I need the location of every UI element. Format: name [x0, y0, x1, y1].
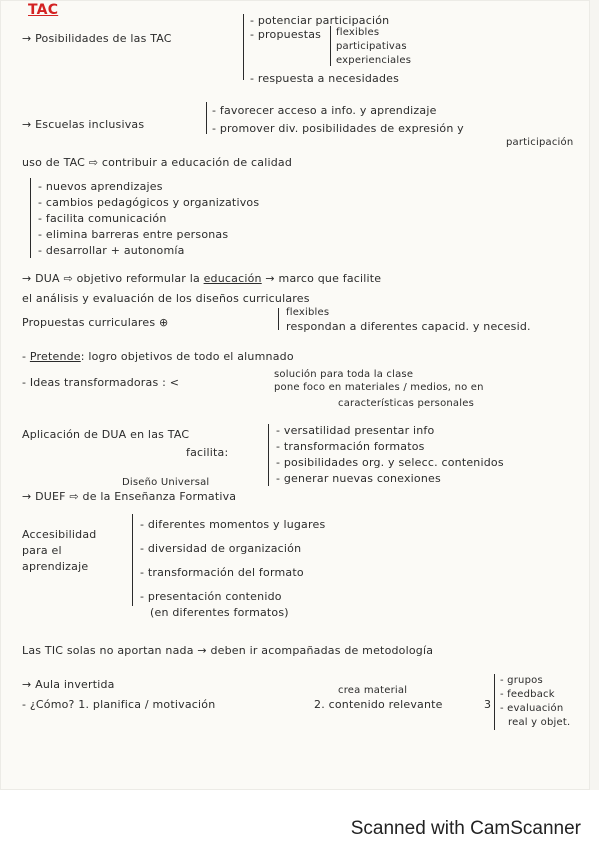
tac-use-heading: uso de TAC ⇨ contribuir a educación de calidad: [22, 156, 293, 169]
brace: [494, 674, 495, 730]
flipped-classroom-heading: → Aula invertida: [22, 678, 115, 691]
curricular-proposal-item: flexibles: [286, 307, 330, 318]
transformative-idea-cont: características personales: [338, 398, 474, 409]
accessibility-item: - diferentes momentos y lugares: [140, 518, 326, 531]
flipped-classroom-how: - ¿Cómo? 1. planifica / motivación: [22, 698, 216, 711]
flipped-step-note: crea material: [338, 685, 408, 696]
brace: [330, 26, 331, 66]
possibilities-item: - potenciar participación: [250, 14, 390, 27]
tac-use-item: - desarrollar + autonomía: [38, 244, 185, 257]
tac-use-item: - nuevos aprendizajes: [38, 180, 163, 193]
duef-line: → DUEF ⇨ de la Enseñanza Formativa: [22, 490, 237, 503]
dua-aim: - Pretende: logro objetivos de todo el alumnado: [22, 350, 294, 363]
possibilities-item: - propuestas: [250, 28, 322, 41]
dua-line: → DUA ⇨ objetivo reformular la educación → marco que facilite: [22, 272, 382, 285]
transformative-idea: pone foco en materiales / medios, no en: [274, 382, 484, 393]
page-title: TAC: [28, 2, 59, 18]
tic-methodology-line: Las TIC solas no aportan nada → deben ir acompañadas de metodología: [22, 644, 434, 657]
curricular-proposals: Propuestas curriculares ⊕: [22, 316, 169, 329]
accessibility-item: - presentación contenido: [140, 590, 282, 603]
possibilities-heading: → Posibilidades de las TAC: [22, 32, 172, 45]
brace: [278, 308, 279, 330]
accessibility-heading: para el: [22, 544, 62, 557]
possibilities-item: - respuesta a necesidades: [250, 72, 400, 85]
inclusive-item: - favorecer acceso a info. y aprendizaje: [212, 104, 437, 117]
flipped-step-item: - evaluación: [500, 703, 564, 714]
dua-application-item: - transformación formatos: [276, 440, 425, 453]
dua-application-item: - posibilidades org. y selecc. contenidos: [276, 456, 504, 469]
flipped-step-item-cont: real y objet.: [508, 717, 571, 728]
proposal-type: participativas: [336, 41, 407, 52]
proposal-type: experienciales: [336, 55, 412, 66]
brace: [268, 424, 269, 486]
tac-use-item: - facilita comunicación: [38, 212, 167, 225]
duef-note: Diseño Universal: [122, 477, 210, 488]
brace: [30, 178, 31, 258]
accessibility-heading: aprendizaje: [22, 560, 89, 573]
flipped-step: 2. contenido relevante: [314, 698, 443, 711]
accessibility-item-cont: (en diferentes formatos): [150, 606, 289, 619]
inclusive-item: - promover div. posibilidades de expresión y: [212, 122, 464, 135]
flipped-step-item: - grupos: [500, 675, 543, 686]
curricular-proposal-item: respondan a diferentes capacid. y necesid.: [286, 320, 531, 333]
dua-application-item: - versatilidad presentar info: [276, 424, 435, 437]
dua-application-heading-cont: facilita:: [186, 446, 229, 459]
accessibility-item: - diversidad de organización: [140, 542, 302, 555]
flipped-step: 3: [484, 698, 492, 711]
brace: [206, 102, 207, 134]
brace: [243, 14, 244, 80]
transformative-ideas: - Ideas transformadoras : <: [22, 376, 180, 389]
scanner-watermark: Scanned with CamScanner: [350, 818, 581, 839]
dua-application-heading: Aplicación de DUA en las TAC: [22, 428, 190, 441]
brace: [132, 514, 133, 606]
transformative-idea: solución para toda la clase: [274, 369, 414, 380]
dua-application-item: - generar nuevas conexiones: [276, 472, 441, 485]
inclusive-item-cont: participación: [506, 137, 574, 148]
flipped-step-item: - feedback: [500, 689, 555, 700]
accessibility-heading: Accesibilidad: [22, 528, 97, 541]
dua-line: el análisis y evaluación de los diseños curriculares: [22, 292, 310, 305]
accessibility-item: - transformación del formato: [140, 566, 304, 579]
tac-use-item: - cambios pedagógicos y organizativos: [38, 196, 260, 209]
tac-use-item: - elimina barreras entre personas: [38, 228, 229, 241]
inclusive-schools-heading: → Escuelas inclusivas: [22, 118, 145, 131]
proposal-type: flexibles: [336, 27, 380, 38]
